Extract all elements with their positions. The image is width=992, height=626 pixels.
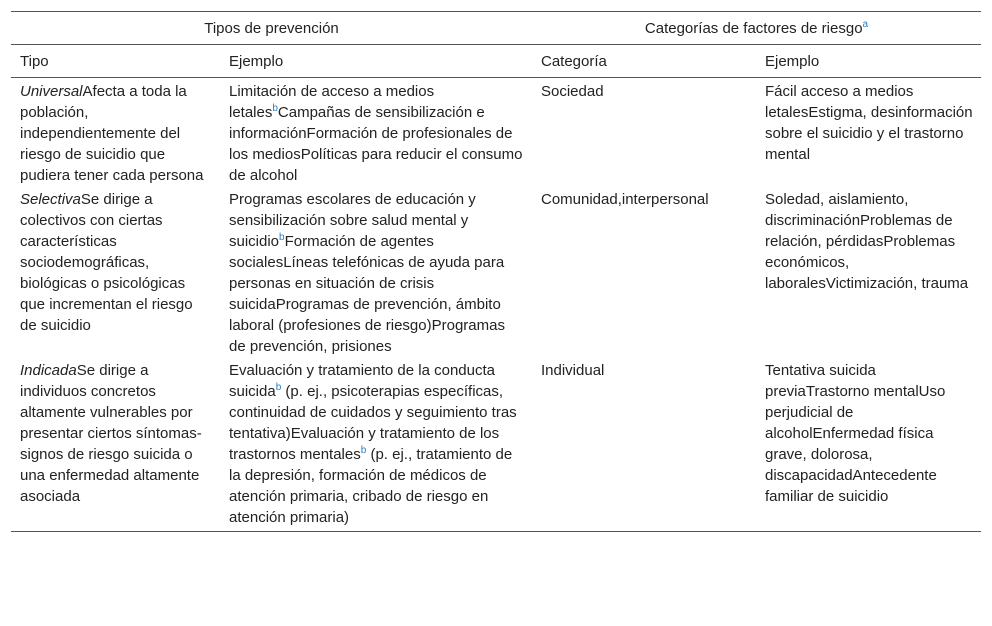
footnote-marker-a[interactable]: a xyxy=(862,18,869,30)
cell-example xyxy=(220,186,532,357)
example-text: Limitación de acceso a medios letales xyxy=(229,83,435,121)
type-name: Selectiva xyxy=(20,191,81,208)
group-header-prevention-types xyxy=(11,12,532,45)
footnote-marker-b[interactable]: b xyxy=(279,232,285,243)
column-header-category: Categoría xyxy=(532,45,756,78)
type-description: Afecta a toda la población, independientemente del riesgo de suicidio que pudiera tener cada persona xyxy=(20,83,204,184)
table-row xyxy=(11,78,981,187)
cell-category: Comunidad,interpersonal xyxy=(541,191,709,208)
table-row xyxy=(11,186,981,357)
cell-type xyxy=(11,186,220,357)
cell-category: Sociedad xyxy=(541,83,604,100)
example-text: Formación de agentes socialesLíneas telefónicas de ayuda para personas en situación de crisis suicidaProgramas de prevención, ámbito laboral (profesiones de riesgo)Programas de prevención, prisiones xyxy=(229,233,505,355)
group-header-prevention-types-label: Tipos de prevención xyxy=(204,19,339,37)
example-text: (p. ej., tratamiento de la depresión, formación de médicos de atención primaria, cribado de riesgo en atención primaria) xyxy=(229,446,513,526)
column-header-type: Tipo xyxy=(11,45,220,78)
column-header-row xyxy=(11,45,981,78)
group-header-risk-categories-label: Categorías de factores de riesgo xyxy=(644,19,863,37)
cell-risk-example: Tentativa suicida previaTrastorno mentalUso perjudicial de alcoholEnfermedad física grave, dolorosa, discapacidadAntecedente familiar de suicidio xyxy=(756,357,981,532)
cell-example xyxy=(220,78,532,187)
column-header-risk-example: Ejemplo xyxy=(756,45,981,78)
prevention-table xyxy=(11,11,981,532)
cell-example xyxy=(220,357,532,532)
table-row xyxy=(11,357,981,532)
cell-category: Individual xyxy=(532,357,756,532)
cell-risk-example: Fácil acceso a medios letalesEstigma, desinformación sobre el suicidio y el trastorno mental xyxy=(765,83,973,163)
type-description: Se dirige a colectivos con ciertas características sociodemográficas, biológicas o psicológicas que incrementan el riesgo de suicidio xyxy=(20,191,193,334)
column-header-example: Ejemplo xyxy=(220,45,532,78)
cell-type xyxy=(11,78,220,187)
cell-risk-example: Soledad, aislamiento, discriminaciónProblemas de relación, pérdidasProblemas económicos, laboralesVictimización, trauma xyxy=(765,191,969,292)
group-header-risk-categories xyxy=(532,12,981,45)
cell-type xyxy=(11,357,220,532)
example-text: (p. ej., psicoterapias específicas, continuidad de cuidados y seguimiento tras tentativa)Evaluación y tratamiento de los trastornos mentales xyxy=(229,383,517,463)
example-text: Programas escolares de educación y sensibilización sobre salud mental y suicidio xyxy=(229,191,476,250)
example-text: Evaluación y tratamiento de la conducta suicida xyxy=(229,362,495,400)
type-name: Indicada xyxy=(20,362,77,379)
footnote-marker-b[interactable]: b xyxy=(275,382,282,393)
footnote-marker-b[interactable]: b xyxy=(360,445,367,456)
type-name: Universal xyxy=(20,83,83,100)
type-description: Se dirige a individuos concretos altamente vulnerables por presentar ciertos síntomas-signos de riesgo suicida o una enfermedad altamente asociada xyxy=(20,362,202,505)
example-text: Campañas de sensibilización e informaciónFormación de profesionales de los mediosPolíticas para reducir el consumo de alcohol xyxy=(229,104,523,184)
group-header-row xyxy=(11,12,981,45)
footnote-marker-b[interactable]: b xyxy=(272,103,278,114)
